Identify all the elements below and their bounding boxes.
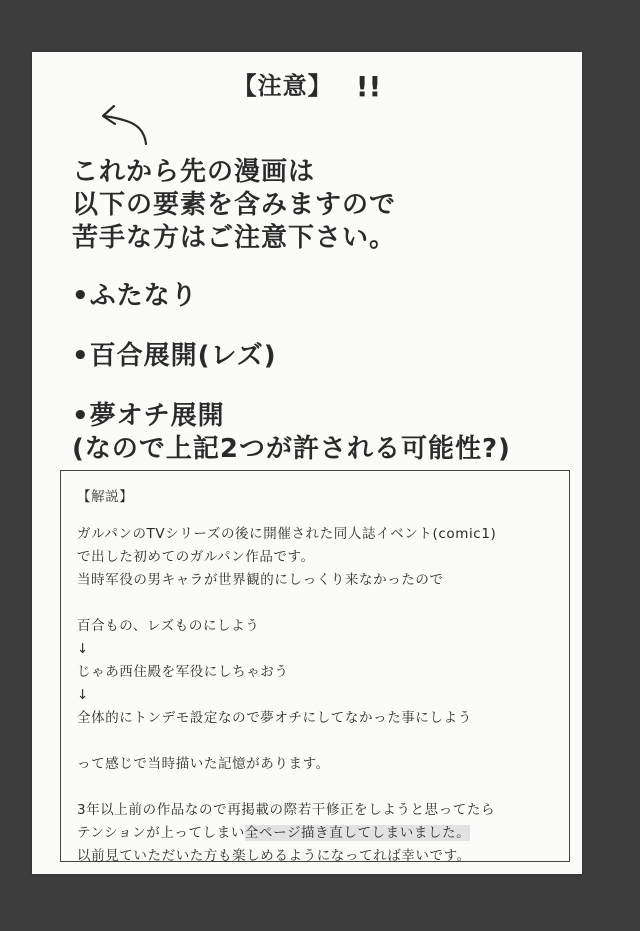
commentary-text: テンションが上ってしまい (77, 825, 245, 841)
list-item-dream-ending-note: (なので上記2つが許される可能性?) (72, 434, 511, 464)
document-page (32, 52, 582, 874)
content-warning-list (72, 280, 511, 466)
list-item-yuri: •百合展開(レズ) (72, 341, 277, 371)
commentary-body (77, 523, 559, 868)
commentary-line: 3年以上前の作品なので再掲載の際若干修正をしようと思ってたら (77, 802, 496, 818)
commentary-line: 当時军役の男キャラが世界観的にしっくり来なかったので (77, 572, 444, 588)
page-title: 【注意】 (232, 72, 333, 100)
back-arrow-icon (98, 102, 150, 148)
commentary-spacer (77, 776, 559, 799)
commentary-heading: 【解説】 (77, 489, 134, 505)
highlighted-text: 全ページ描き直してしまいました。 (244, 825, 471, 841)
warning-line-1: これから先の漫画は (72, 157, 316, 187)
warning-line-2: 以下の要素を含みますので (72, 190, 397, 220)
commentary-line: ガルパンのTVシリーズの後に開催された同人誌イベント(comic1) (77, 526, 497, 542)
down-arrow-icon: ↓ (77, 641, 89, 657)
commentary-spacer (77, 592, 559, 615)
commentary-box (60, 470, 570, 862)
commentary-line: 以前見ていただいた方も楽しめるようになってれば幸いです。 (77, 848, 471, 864)
down-arrow-icon: ↓ (77, 687, 89, 703)
warning-message (72, 156, 396, 255)
list-item-dream-ending: •夢オチ展開 (72, 401, 225, 431)
commentary-line (77, 822, 559, 845)
commentary-line: 全体的にトンデモ設定なので夢オチにしてなかった事にしよう (77, 710, 472, 726)
title-row (32, 66, 582, 101)
warning-line-3: 苦手な方はご注意下さい。 (72, 223, 397, 253)
commentary-line: 百合もの、レズものにしよう (77, 618, 260, 634)
commentary-line: って感じで当時描いた記憶があります。 (77, 756, 330, 772)
commentary-line: じゃあ西住殿を军役にしちゃおう (77, 664, 289, 680)
commentary-line: で出した初めてのガルパン作品です。 (77, 549, 315, 565)
title-exclamation: !! (355, 70, 382, 103)
list-item-futanari: •ふたなり (72, 281, 198, 311)
commentary-spacer (77, 730, 559, 753)
